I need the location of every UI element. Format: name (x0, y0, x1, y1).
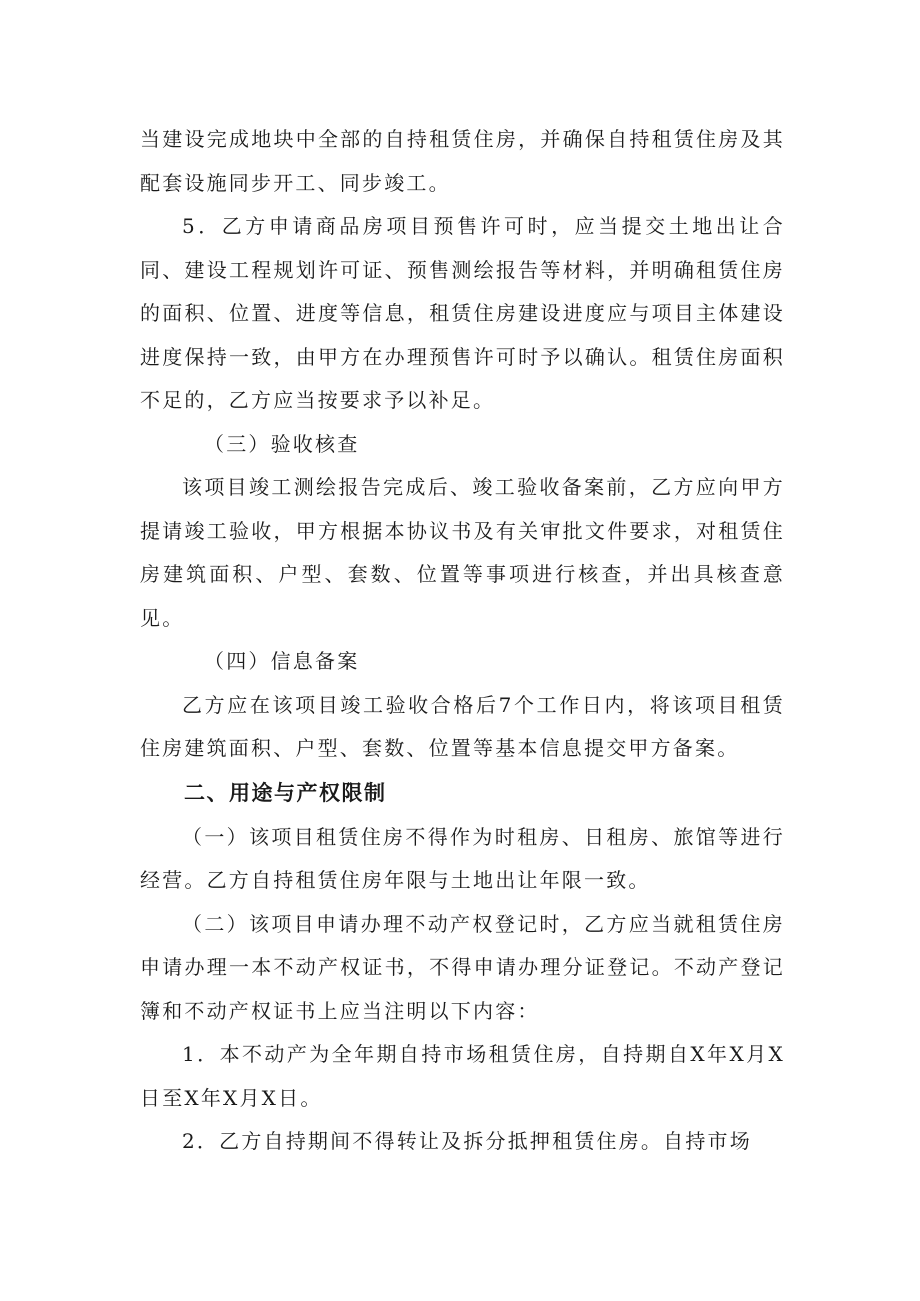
paragraph-property-registration: （二）该项目申请办理不动产权登记时，乙方应当就租赁住房申请办理一本不动产权证书，不得申请办理分证登记。不动产登记簿和不动产权证书上应当注明以下内容： (140, 911, 785, 1023)
paragraph-information-filing: 乙方应在该项目竣工验收合格后7个工作日内，将该项目租赁住房建筑面积、户型、套数、位置等基本信息提交甲方备案。 (140, 692, 785, 760)
subheading-acceptance-inspection: （三）验收核查 (204, 431, 360, 456)
paragraph-item-1-holding-period: 1．本不动产为全年期自持市场租赁住房，自持期自X年X月X日至X年X月X日。 (140, 1042, 785, 1110)
paragraph-usage-restriction: （一）该项目租赁住房不得作为时租房、日租房、旅馆等进行经营。乙方自持租赁住房年限与土地出让年限一致。 (140, 824, 785, 892)
subheading-information-filing: （四）信息备案 (204, 649, 360, 673)
paragraph-item-5-presale-permit: 5．乙方申请商品房项目预售许可时，应当提交土地出让合同、建设工程规划许可证、预售测绘报告等材料，并明确租赁住房的面积、位置、进度等信息，租赁住房建设进度应与项目主体建设进度保持一致，由甲方在办理预售许可时予以确认。租赁住房面积不足的，乙方应当按要求予以补足。 (140, 214, 785, 412)
section-heading-usage-and-property-restrictions: 二、用途与产权限制 (184, 780, 387, 805)
paragraph-item-2-transfer-restriction: 2．乙方自持期间不得转让及拆分抵押租赁住房。自持市场 (182, 1129, 752, 1153)
document-page (140, 118, 785, 1164)
paragraph-construction-completion: 当建设完成地块中全部的自持租赁住房，并确保自持租赁住房及其配套设施同步开工、同步竣工。 (140, 127, 785, 195)
paragraph-acceptance-inspection: 该项目竣工测绘报告完成后、竣工验收备案前，乙方应向甲方提请竣工验收，甲方根据本协议书及有关审批文件要求，对租赁住房建筑面积、户型、套数、位置等事项进行核查，并出具核查意见。 (140, 475, 785, 630)
